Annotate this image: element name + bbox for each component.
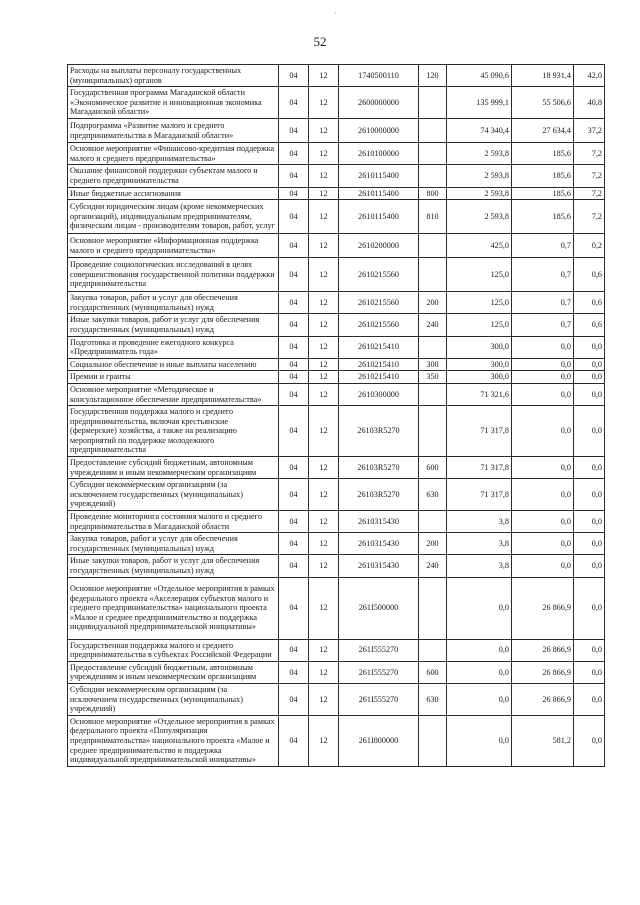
table-row (68, 165, 605, 187)
row-percent: 7,2 (574, 200, 605, 234)
row-plan-amount: 425,0 (447, 234, 512, 258)
row-target-article: 2610215560 (339, 258, 419, 292)
row-expense-type: 200 (419, 292, 447, 314)
row-subsection: 12 (309, 87, 339, 119)
row-subsection: 12 (309, 683, 339, 715)
row-percent: 42,0 (574, 65, 605, 87)
row-name: Основное мероприятие «Финансово-кредитная поддержка малого и среднего предпринимательства» (68, 143, 279, 165)
row-expense-type: 800 (419, 187, 447, 200)
row-plan-amount: 2 593,8 (447, 143, 512, 165)
row-target-article: 2610315430 (339, 555, 419, 577)
row-actual-amount: 0,0 (512, 383, 574, 405)
row-plan-amount: 74 340,4 (447, 119, 512, 143)
row-expense-type (419, 336, 447, 358)
row-plan-amount: 300,0 (447, 371, 512, 384)
row-subsection: 12 (309, 533, 339, 555)
row-section: 04 (279, 200, 309, 234)
row-name: Основное мероприятие «Информационная поддержка малого и среднего предпринимательства» (68, 234, 279, 258)
row-name: Предоставление субсидий бюджетным, автономным учреждениям и иным некоммерческим организациям (68, 457, 279, 479)
row-name: Проведение социологических исследований в целях совершенствования государственной политики поддержки предпринимательства (68, 258, 279, 292)
row-percent: 40,8 (574, 87, 605, 119)
row-target-article: 26103R5270 (339, 406, 419, 457)
row-percent: 7,2 (574, 143, 605, 165)
row-subsection: 12 (309, 165, 339, 187)
row-subsection: 12 (309, 234, 339, 258)
row-section: 04 (279, 555, 309, 577)
row-name: Основное мероприятие «Отдельное мероприятия в рамках федерального проекта «Акселерация субъектов малого и среднего предпринимательства» национального проекта «Малое и среднее предпринимательство и поддержка индивидуальной предпринимательской инициативы» (68, 577, 279, 639)
table-row (68, 87, 605, 119)
row-name: Основное мероприятие «Отдельное мероприятия в рамках федерального проекта «Популяризация предпринимательства» национального проекта «Малое и среднее предпринимательство и поддержка индивидуальной предпринимательской инициативы» (68, 715, 279, 766)
row-name: Предоставление субсидий бюджетным, автономным учреждениям и иным некоммерческим организациям (68, 661, 279, 683)
row-actual-amount: 26 866,9 (512, 661, 574, 683)
table-row (68, 661, 605, 683)
row-percent: 0,0 (574, 533, 605, 555)
budget-table (67, 64, 605, 767)
row-actual-amount: 0,7 (512, 234, 574, 258)
row-actual-amount: 0,0 (512, 406, 574, 457)
table-row (68, 65, 605, 87)
row-percent: 0,0 (574, 639, 605, 661)
row-section: 04 (279, 457, 309, 479)
row-actual-amount: 0,0 (512, 336, 574, 358)
row-plan-amount: 3,8 (447, 533, 512, 555)
row-subsection: 12 (309, 358, 339, 371)
table-row (68, 457, 605, 479)
table-row (68, 200, 605, 234)
table-row (68, 577, 605, 639)
row-target-article: 2600000000 (339, 87, 419, 119)
row-plan-amount: 300,0 (447, 358, 512, 371)
row-section: 04 (279, 511, 309, 533)
row-target-article: 2610115400 (339, 187, 419, 200)
row-actual-amount: 26 866,9 (512, 577, 574, 639)
row-plan-amount: 71 321,6 (447, 383, 512, 405)
row-name: Государственная поддержка малого и среднего предпринимательства, включая крестьянские (фермерские) хозяйства, а также на реализацию мероприятий по поддержке молодежного предпринимательства (68, 406, 279, 457)
row-percent: 0,6 (574, 314, 605, 336)
row-actual-amount: 0,0 (512, 533, 574, 555)
row-section: 04 (279, 371, 309, 384)
row-percent: 0,6 (574, 258, 605, 292)
table-row (68, 533, 605, 555)
row-subsection: 12 (309, 371, 339, 384)
row-target-article: 2610215560 (339, 292, 419, 314)
row-name: Подготовка и проведение ежегодного конкурса «Предприниматель года» (68, 336, 279, 358)
row-section: 04 (279, 65, 309, 87)
row-plan-amount: 2 593,8 (447, 165, 512, 187)
row-target-article: 261I500000 (339, 577, 419, 639)
table-row (68, 119, 605, 143)
row-plan-amount: 125,0 (447, 314, 512, 336)
row-percent: 0,0 (574, 683, 605, 715)
row-expense-type (419, 406, 447, 457)
row-percent: 0,0 (574, 406, 605, 457)
row-actual-amount: 581,2 (512, 715, 574, 766)
row-name: Закупка товаров, работ и услуг для обеспечения государственных (муниципальных) нужд (68, 292, 279, 314)
table-row (68, 143, 605, 165)
table-row (68, 258, 605, 292)
row-percent: 0,0 (574, 661, 605, 683)
row-percent: 0,0 (574, 358, 605, 371)
row-plan-amount: 45 090,6 (447, 65, 512, 87)
row-section: 04 (279, 479, 309, 511)
row-target-article: 2610315430 (339, 533, 419, 555)
row-section: 04 (279, 577, 309, 639)
row-actual-amount: 185,6 (512, 200, 574, 234)
row-plan-amount: 300,0 (447, 336, 512, 358)
row-percent: 0,0 (574, 511, 605, 533)
row-expense-type (419, 383, 447, 405)
row-actual-amount: 26 866,9 (512, 639, 574, 661)
row-section: 04 (279, 187, 309, 200)
row-actual-amount: 18 931,4 (512, 65, 574, 87)
table-row (68, 639, 605, 661)
table-row (68, 358, 605, 371)
row-target-article: 2610315430 (339, 511, 419, 533)
row-actual-amount: 0,7 (512, 314, 574, 336)
row-actual-amount: 55 506,6 (512, 87, 574, 119)
row-subsection: 12 (309, 292, 339, 314)
row-name: Иные закупки товаров, работ и услуг для обеспечения государственных (муниципальных) нужд (68, 314, 279, 336)
row-section: 04 (279, 715, 309, 766)
row-target-article: 261I555270 (339, 683, 419, 715)
table-row (68, 234, 605, 258)
row-expense-type: 630 (419, 479, 447, 511)
row-plan-amount: 0,0 (447, 639, 512, 661)
row-subsection: 12 (309, 187, 339, 200)
row-name: Иные бюджетные ассигнования (68, 187, 279, 200)
row-section: 04 (279, 639, 309, 661)
row-expense-type: 200 (419, 533, 447, 555)
row-expense-type (419, 258, 447, 292)
row-plan-amount: 125,0 (447, 258, 512, 292)
row-target-article: 2610300000 (339, 383, 419, 405)
row-subsection: 12 (309, 457, 339, 479)
table-row (68, 336, 605, 358)
row-section: 04 (279, 314, 309, 336)
row-plan-amount: 125,0 (447, 292, 512, 314)
row-expense-type (419, 234, 447, 258)
row-actual-amount: 185,6 (512, 165, 574, 187)
table-row (68, 383, 605, 405)
row-section: 04 (279, 336, 309, 358)
row-section: 04 (279, 661, 309, 683)
row-expense-type: 120 (419, 65, 447, 87)
row-target-article: 261I800000 (339, 715, 419, 766)
row-plan-amount: 0,0 (447, 577, 512, 639)
row-name: Оказание финансовой поддержки субъектам малого и среднего предпринимательства (68, 165, 279, 187)
table-row (68, 511, 605, 533)
row-percent: 0,0 (574, 336, 605, 358)
row-name: Государственная программа Магаданской области «Экономическое развитие и инновационная экономика Магаданской области» (68, 87, 279, 119)
table-row (68, 555, 605, 577)
row-plan-amount: 3,8 (447, 511, 512, 533)
row-expense-type (419, 639, 447, 661)
row-actual-amount: 0,0 (512, 511, 574, 533)
row-target-article: 26103R5270 (339, 479, 419, 511)
row-section: 04 (279, 119, 309, 143)
row-subsection: 12 (309, 314, 339, 336)
row-expense-type: 600 (419, 661, 447, 683)
row-expense-type: 600 (419, 457, 447, 479)
scan-speck: · (334, 8, 337, 18)
row-percent: 0,0 (574, 715, 605, 766)
row-target-article: 2610215560 (339, 314, 419, 336)
row-actual-amount: 27 634,4 (512, 119, 574, 143)
row-name: Основное мероприятие «Методическое и консультационное обеспечение предпринимательства» (68, 383, 279, 405)
row-name: Расходы на выплаты персоналу государственных (муниципальных) органов (68, 65, 279, 87)
row-section: 04 (279, 258, 309, 292)
row-percent: 0,0 (574, 577, 605, 639)
row-percent: 0,0 (574, 479, 605, 511)
row-subsection: 12 (309, 511, 339, 533)
row-subsection: 12 (309, 336, 339, 358)
row-section: 04 (279, 358, 309, 371)
row-subsection: 12 (309, 555, 339, 577)
row-target-article: 2610115400 (339, 200, 419, 234)
row-expense-type: 350 (419, 371, 447, 384)
row-subsection: 12 (309, 143, 339, 165)
row-actual-amount: 26 866,9 (512, 683, 574, 715)
table-row (68, 479, 605, 511)
table-row (68, 715, 605, 766)
row-expense-type (419, 87, 447, 119)
row-percent: 0,0 (574, 555, 605, 577)
row-target-article: 261I555270 (339, 661, 419, 683)
row-section: 04 (279, 143, 309, 165)
row-target-article: 2610100000 (339, 143, 419, 165)
row-expense-type: 240 (419, 555, 447, 577)
row-percent: 0,6 (574, 292, 605, 314)
row-target-article: 2610000000 (339, 119, 419, 143)
row-name: Государственная поддержка малого и среднего предпринимательства в субъектах Российской Федерации (68, 639, 279, 661)
table-row (68, 187, 605, 200)
row-section: 04 (279, 87, 309, 119)
row-expense-type (419, 511, 447, 533)
row-section: 04 (279, 292, 309, 314)
table-body (68, 65, 605, 767)
row-percent: 7,2 (574, 187, 605, 200)
row-expense-type (419, 577, 447, 639)
table-row (68, 292, 605, 314)
row-subsection: 12 (309, 715, 339, 766)
row-plan-amount: 3,8 (447, 555, 512, 577)
row-expense-type (419, 165, 447, 187)
row-target-article: 2610115400 (339, 165, 419, 187)
row-name: Социальное обеспечение и иные выплаты населению (68, 358, 279, 371)
row-percent: 0,2 (574, 234, 605, 258)
row-plan-amount: 2 593,8 (447, 200, 512, 234)
row-actual-amount: 0,0 (512, 457, 574, 479)
row-target-article: 2610215410 (339, 336, 419, 358)
row-subsection: 12 (309, 661, 339, 683)
row-percent: 0,0 (574, 457, 605, 479)
row-expense-type (419, 143, 447, 165)
row-percent: 7,2 (574, 165, 605, 187)
row-subsection: 12 (309, 65, 339, 87)
row-subsection: 12 (309, 200, 339, 234)
row-plan-amount: 135 999,1 (447, 87, 512, 119)
row-actual-amount: 0,0 (512, 358, 574, 371)
row-section: 04 (279, 406, 309, 457)
row-plan-amount: 0,0 (447, 661, 512, 683)
row-name: Закупка товаров, работ и услуг для обеспечения государственных (муниципальных) нужд (68, 533, 279, 555)
row-name: Премии и гранты (68, 371, 279, 384)
row-percent: 37,2 (574, 119, 605, 143)
row-name: Иные закупки товаров, работ и услуг для обеспечения государственных (муниципальных) нужд (68, 555, 279, 577)
row-actual-amount: 185,6 (512, 143, 574, 165)
row-actual-amount: 0,0 (512, 371, 574, 384)
row-target-article: 26103R5270 (339, 457, 419, 479)
row-expense-type: 810 (419, 200, 447, 234)
row-actual-amount: 0,7 (512, 258, 574, 292)
row-name: Субсидии юридическим лицам (кроме некоммерческих организаций), индивидуальным предпринимателям, физическим лицам - производителям товаров, работ, услуг (68, 200, 279, 234)
row-subsection: 12 (309, 258, 339, 292)
row-expense-type (419, 119, 447, 143)
table-row (68, 371, 605, 384)
row-plan-amount: 71 317,8 (447, 479, 512, 511)
row-plan-amount: 0,0 (447, 715, 512, 766)
row-target-article: 2610215410 (339, 371, 419, 384)
row-actual-amount: 0,0 (512, 479, 574, 511)
row-subsection: 12 (309, 119, 339, 143)
row-section: 04 (279, 383, 309, 405)
row-percent: 0,0 (574, 371, 605, 384)
row-target-article: 2610200000 (339, 234, 419, 258)
row-section: 04 (279, 234, 309, 258)
row-actual-amount: 0,0 (512, 555, 574, 577)
row-section: 04 (279, 533, 309, 555)
row-actual-amount: 185,6 (512, 187, 574, 200)
row-section: 04 (279, 683, 309, 715)
row-name: Субсидии некоммерческим организациям (за исключением государственных (муниципальных) учреждений) (68, 479, 279, 511)
table-row (68, 314, 605, 336)
row-target-article: 2610215410 (339, 358, 419, 371)
row-subsection: 12 (309, 383, 339, 405)
row-target-article: 261I555270 (339, 639, 419, 661)
row-actual-amount: 0,7 (512, 292, 574, 314)
row-name: Подпрограмма «Развитие малого и среднего предпринимательства в Магаданской области» (68, 119, 279, 143)
row-plan-amount: 71 317,8 (447, 457, 512, 479)
row-expense-type (419, 715, 447, 766)
row-name: Субсидии некоммерческим организациям (за исключением государственных (муниципальных) учреждений) (68, 683, 279, 715)
row-plan-amount: 2 593,8 (447, 187, 512, 200)
row-target-article: 1740500110 (339, 65, 419, 87)
table-row (68, 406, 605, 457)
row-plan-amount: 71 317,8 (447, 406, 512, 457)
row-expense-type: 240 (419, 314, 447, 336)
row-expense-type: 630 (419, 683, 447, 715)
row-expense-type: 300 (419, 358, 447, 371)
row-subsection: 12 (309, 639, 339, 661)
row-subsection: 12 (309, 406, 339, 457)
row-subsection: 12 (309, 577, 339, 639)
row-subsection: 12 (309, 479, 339, 511)
page-number: 52 (313, 34, 327, 49)
row-plan-amount: 0,0 (447, 683, 512, 715)
row-percent: 0,0 (574, 383, 605, 405)
row-name: Проведение мониторинга состояния малого и среднего предпринимательства в Магаданской области (68, 511, 279, 533)
row-section: 04 (279, 165, 309, 187)
table-row (68, 683, 605, 715)
